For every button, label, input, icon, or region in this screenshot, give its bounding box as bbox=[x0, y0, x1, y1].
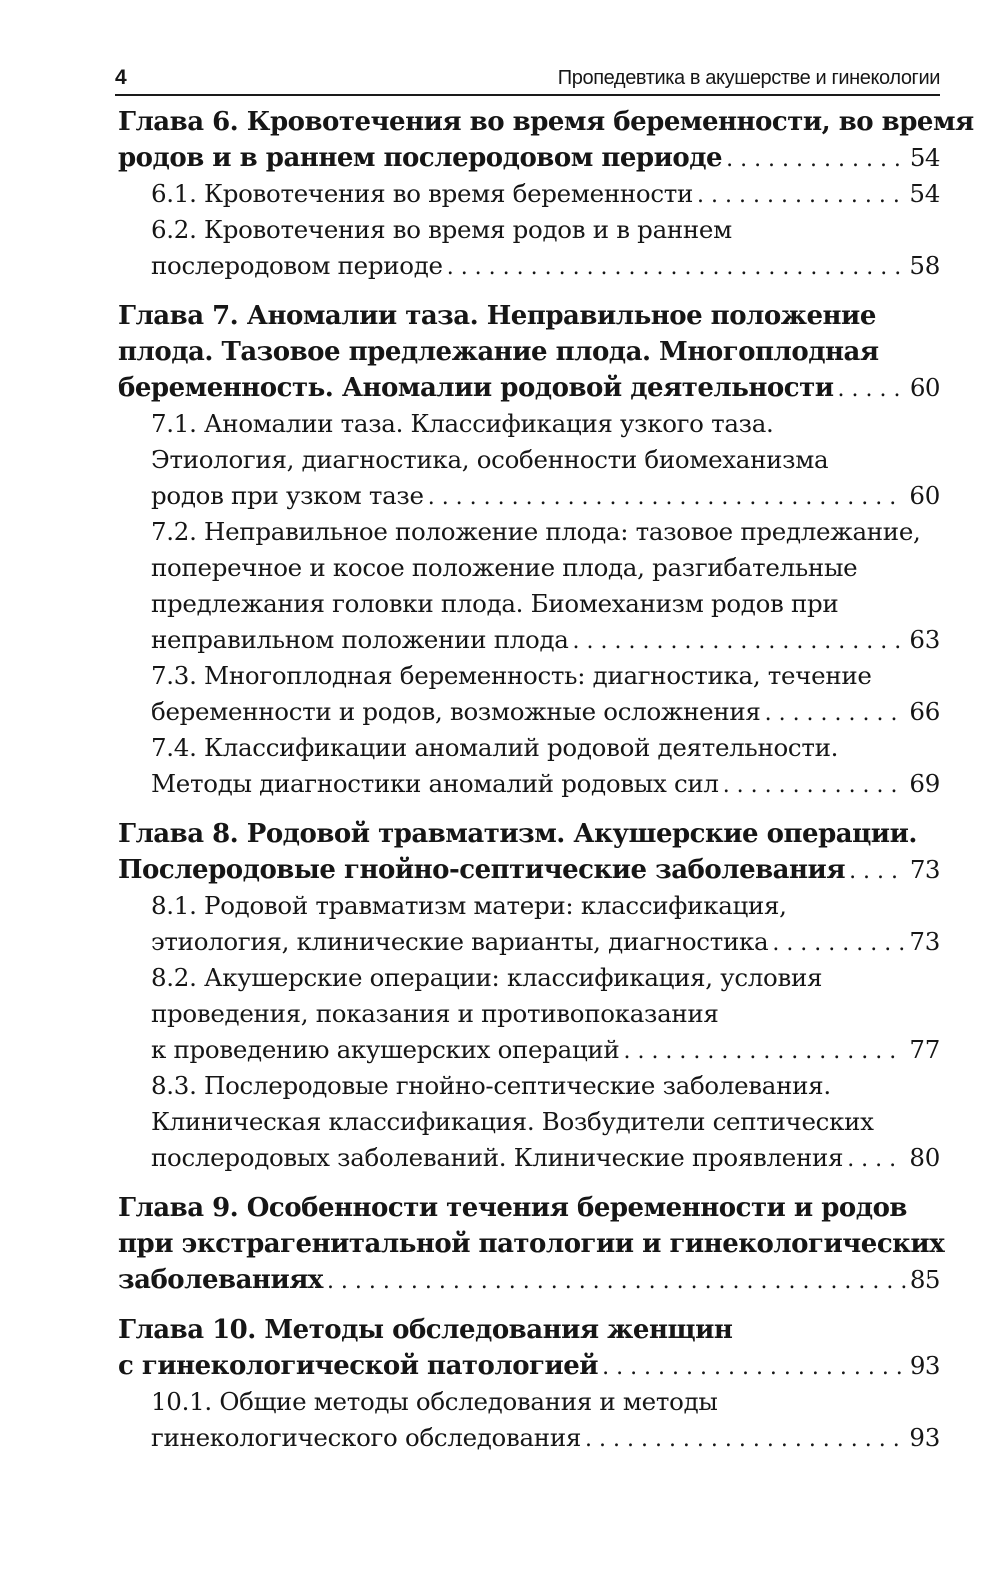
toc-entry-title-line: Глава 9. Особенности течения беременности и родов bbox=[118, 1193, 907, 1223]
toc-entry-last-line bbox=[118, 1348, 940, 1384]
toc-page-number: 54 bbox=[909, 179, 940, 208]
toc-entry-title-line: при экстрагенитальной патологии и гинекологических bbox=[118, 1229, 945, 1259]
toc-page-number: 66 bbox=[909, 697, 940, 726]
toc-entry-last-line bbox=[151, 622, 940, 658]
toc-entry-title-line: поперечное и косое положение плода, разгибательные bbox=[151, 553, 858, 582]
toc-entry-title-line: Глава 8. Родовой травматизм. Акушерские операции. bbox=[118, 819, 917, 849]
toc-section-entry[interactable] bbox=[118, 514, 940, 658]
dot-leader bbox=[838, 372, 906, 408]
dot-leader bbox=[847, 1142, 905, 1178]
dot-leader bbox=[428, 480, 906, 516]
toc-page-number: 63 bbox=[909, 625, 940, 654]
dot-leader bbox=[573, 624, 906, 660]
toc-entry-last-line bbox=[118, 1262, 940, 1298]
running-header bbox=[115, 64, 940, 96]
toc-section-entry[interactable] bbox=[118, 960, 940, 1068]
toc-page-number: 58 bbox=[909, 251, 940, 280]
toc-entry-last-line bbox=[151, 1140, 940, 1176]
toc-page-number: 60 bbox=[909, 373, 940, 402]
toc-page-number: 85 bbox=[909, 1265, 940, 1294]
toc-entry-title-line: беременность. Аномалии родовой деятельности bbox=[118, 373, 834, 403]
toc-entry-title-line: гинекологического обследования bbox=[151, 1423, 582, 1452]
toc-entry-title-line: послеродовом периоде bbox=[151, 251, 443, 280]
toc-entry-last-line bbox=[151, 478, 940, 514]
toc-entry-title-line: 8.3. Послеродовые гнойно-септические заболевания. bbox=[151, 1071, 831, 1100]
dot-leader bbox=[726, 142, 906, 178]
toc-entry-title-line: Глава 10. Методы обследования женщин bbox=[118, 1315, 733, 1345]
toc-entry-title-line: Клиническая классификация. Возбудители септических bbox=[151, 1107, 874, 1136]
toc-section-entry[interactable] bbox=[118, 1384, 940, 1456]
toc-entry-title-line: 10.1. Общие методы обследования и методы bbox=[151, 1387, 718, 1416]
toc-chapter-entry[interactable] bbox=[118, 1190, 945, 1298]
toc-entry-title-line: заболеваниях bbox=[118, 1265, 323, 1295]
toc-entry-title-line: 6.1. Кровотечения во время беременности bbox=[151, 179, 694, 208]
toc-page-number: 54 bbox=[909, 143, 940, 172]
toc-chapter-entry[interactable] bbox=[118, 1312, 940, 1384]
dot-leader bbox=[602, 1350, 906, 1386]
toc-entry-title-line: к проведению акушерских операций bbox=[151, 1035, 620, 1064]
page-number: 4 bbox=[115, 66, 127, 89]
toc-section-entry[interactable] bbox=[118, 406, 940, 514]
toc-chapter-entry[interactable] bbox=[118, 298, 940, 406]
dot-leader bbox=[447, 250, 906, 286]
toc-page-number: 77 bbox=[909, 1035, 940, 1064]
toc-entry-title-line: Методы диагностики аномалий родовых сил bbox=[151, 769, 719, 798]
toc-entry-title-line: Глава 6. Кровотечения во время беременности, во время bbox=[118, 107, 974, 137]
toc-entry-title-line: родов при узком тазе bbox=[151, 481, 424, 510]
toc-page-number: 73 bbox=[909, 927, 940, 956]
toc-entry-last-line bbox=[151, 694, 940, 730]
toc-entry-title-line: проведения, показания и противопоказания bbox=[151, 999, 719, 1028]
toc-entry-title-line: 7.2. Неправильное положение плода: тазовое предлежание, bbox=[151, 517, 921, 546]
toc-page-number: 80 bbox=[909, 1143, 940, 1172]
toc-chapter-entry[interactable] bbox=[118, 816, 940, 888]
toc-entry-title-line: 8.2. Акушерские операции: классификация, условия bbox=[151, 963, 823, 992]
dot-leader bbox=[723, 768, 906, 804]
toc-entry-title-line: Этиология, диагностика, особенности биомеханизма bbox=[151, 445, 829, 474]
table-of-contents bbox=[118, 104, 974, 1456]
toc-entry-title-line: с гинекологической патологией bbox=[118, 1351, 599, 1381]
dot-leader bbox=[765, 696, 906, 732]
toc-entry-title-line: послеродовых заболеваний. Клинические проявления bbox=[151, 1143, 844, 1172]
toc-entry-last-line bbox=[151, 924, 940, 960]
toc-entry-last-line bbox=[118, 852, 940, 888]
toc-entry-last-line bbox=[151, 176, 940, 212]
toc-page-number: 93 bbox=[909, 1423, 940, 1452]
toc-entry-title-line: 8.1. Родовой травматизм матери: классификация, bbox=[151, 891, 787, 920]
dot-leader bbox=[623, 1034, 905, 1070]
toc-entry-title-line: предлежания головки плода. Биомеханизм родов при bbox=[151, 589, 839, 618]
toc-entry-last-line bbox=[151, 1420, 940, 1456]
toc-entry-last-line bbox=[151, 1032, 940, 1068]
toc-entry-last-line bbox=[118, 370, 940, 406]
toc-entry-title-line: плода. Тазовое предлежание плода. Многоплодная bbox=[118, 337, 879, 367]
toc-chapter-entry[interactable] bbox=[118, 104, 974, 176]
dot-leader bbox=[849, 854, 906, 890]
toc-entry-title-line: 7.4. Классификации аномалий родовой деятельности. bbox=[151, 733, 839, 762]
toc-entry-title-line: Послеродовые гнойно-септические заболевания bbox=[118, 855, 846, 885]
toc-section-entry[interactable] bbox=[118, 1068, 940, 1176]
toc-section-entry[interactable] bbox=[118, 658, 940, 730]
dot-leader bbox=[697, 178, 905, 214]
toc-section-entry[interactable] bbox=[118, 730, 940, 802]
toc-entry-last-line bbox=[151, 766, 940, 802]
toc-entry-title-line: этиология, клинические варианты, диагностика bbox=[151, 927, 769, 956]
toc-entry-title-line: беременности и родов, возможные осложнения bbox=[151, 697, 761, 726]
toc-entry-title-line: Глава 7. Аномалии таза. Неправильное положение bbox=[118, 301, 876, 331]
toc-entry-title-line: родов и в раннем послеродовом периоде bbox=[118, 143, 723, 173]
toc-entry-last-line bbox=[118, 140, 940, 176]
dot-leader bbox=[585, 1422, 905, 1458]
toc-section-entry[interactable] bbox=[118, 176, 940, 212]
toc-entry-title-line: 7.3. Многоплодная беременность: диагностика, течение bbox=[151, 661, 872, 690]
toc-entry-title-line: 7.1. Аномалии таза. Классификация узкого таза. bbox=[151, 409, 774, 438]
toc-page-number: 73 bbox=[909, 855, 940, 884]
toc-section-entry[interactable] bbox=[118, 888, 940, 960]
dot-leader bbox=[772, 926, 905, 962]
running-title: Пропедевтика в акушерстве и гинекологии bbox=[557, 67, 940, 89]
dot-leader bbox=[327, 1264, 906, 1300]
toc-page-number: 60 bbox=[909, 481, 940, 510]
toc-entry-last-line bbox=[151, 248, 940, 284]
toc-entry-title-line: 6.2. Кровотечения во время родов и в раннем bbox=[151, 215, 732, 244]
toc-section-entry[interactable] bbox=[118, 212, 940, 284]
toc-page-number: 69 bbox=[909, 769, 940, 798]
toc-page-number: 93 bbox=[909, 1351, 940, 1380]
toc-entry-title-line: неправильном положении плода bbox=[151, 625, 569, 654]
